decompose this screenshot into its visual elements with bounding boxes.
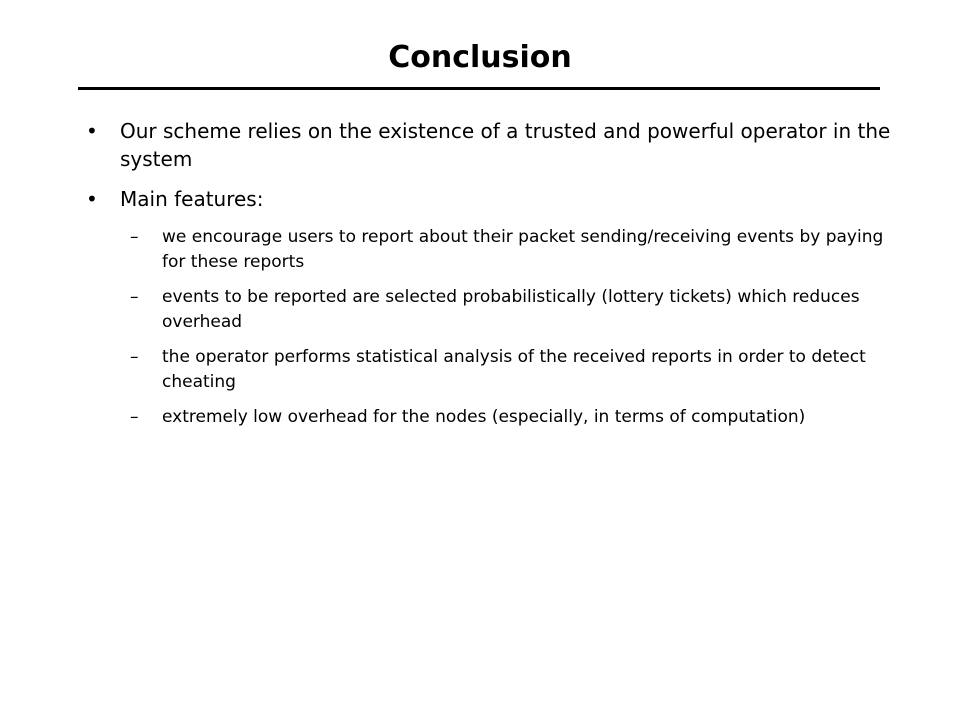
sub-item-text: we encourage users to report about their packet sending/receiving events by paying for these reports xyxy=(162,227,884,272)
sub-bullet-marker: – xyxy=(130,287,139,307)
slide-content xyxy=(86,117,906,440)
sub-item-text: events to be reported are selected probabilistically (lottery tickets) which reduces overhead xyxy=(162,287,860,332)
title-underline xyxy=(78,87,880,90)
sub-bullet-marker: – xyxy=(130,407,139,427)
bullet-text: Main features: xyxy=(120,187,264,211)
bullet-marker: • xyxy=(86,187,98,211)
sub-item-low-overhead xyxy=(86,405,906,430)
sub-item-text: extremely low overhead for the nodes (especially, in terms of computation) xyxy=(162,407,806,427)
bullet-item-main-features xyxy=(86,185,906,213)
slide-title: Conclusion xyxy=(388,40,572,75)
bullet-marker: • xyxy=(86,119,98,143)
bullet-text: Our scheme relies on the existence of a trusted and powerful operator in the system xyxy=(120,119,891,171)
bullet-item-scheme xyxy=(86,117,906,173)
sub-bullet-marker: – xyxy=(130,347,139,367)
sub-item-reporting xyxy=(86,225,906,275)
sub-item-text: the operator performs statistical analysis of the received reports in order to detect cheating xyxy=(162,347,866,392)
sub-bullet-marker: – xyxy=(130,227,139,247)
sub-item-statistical-analysis xyxy=(86,345,906,395)
sub-item-lottery xyxy=(86,285,906,335)
